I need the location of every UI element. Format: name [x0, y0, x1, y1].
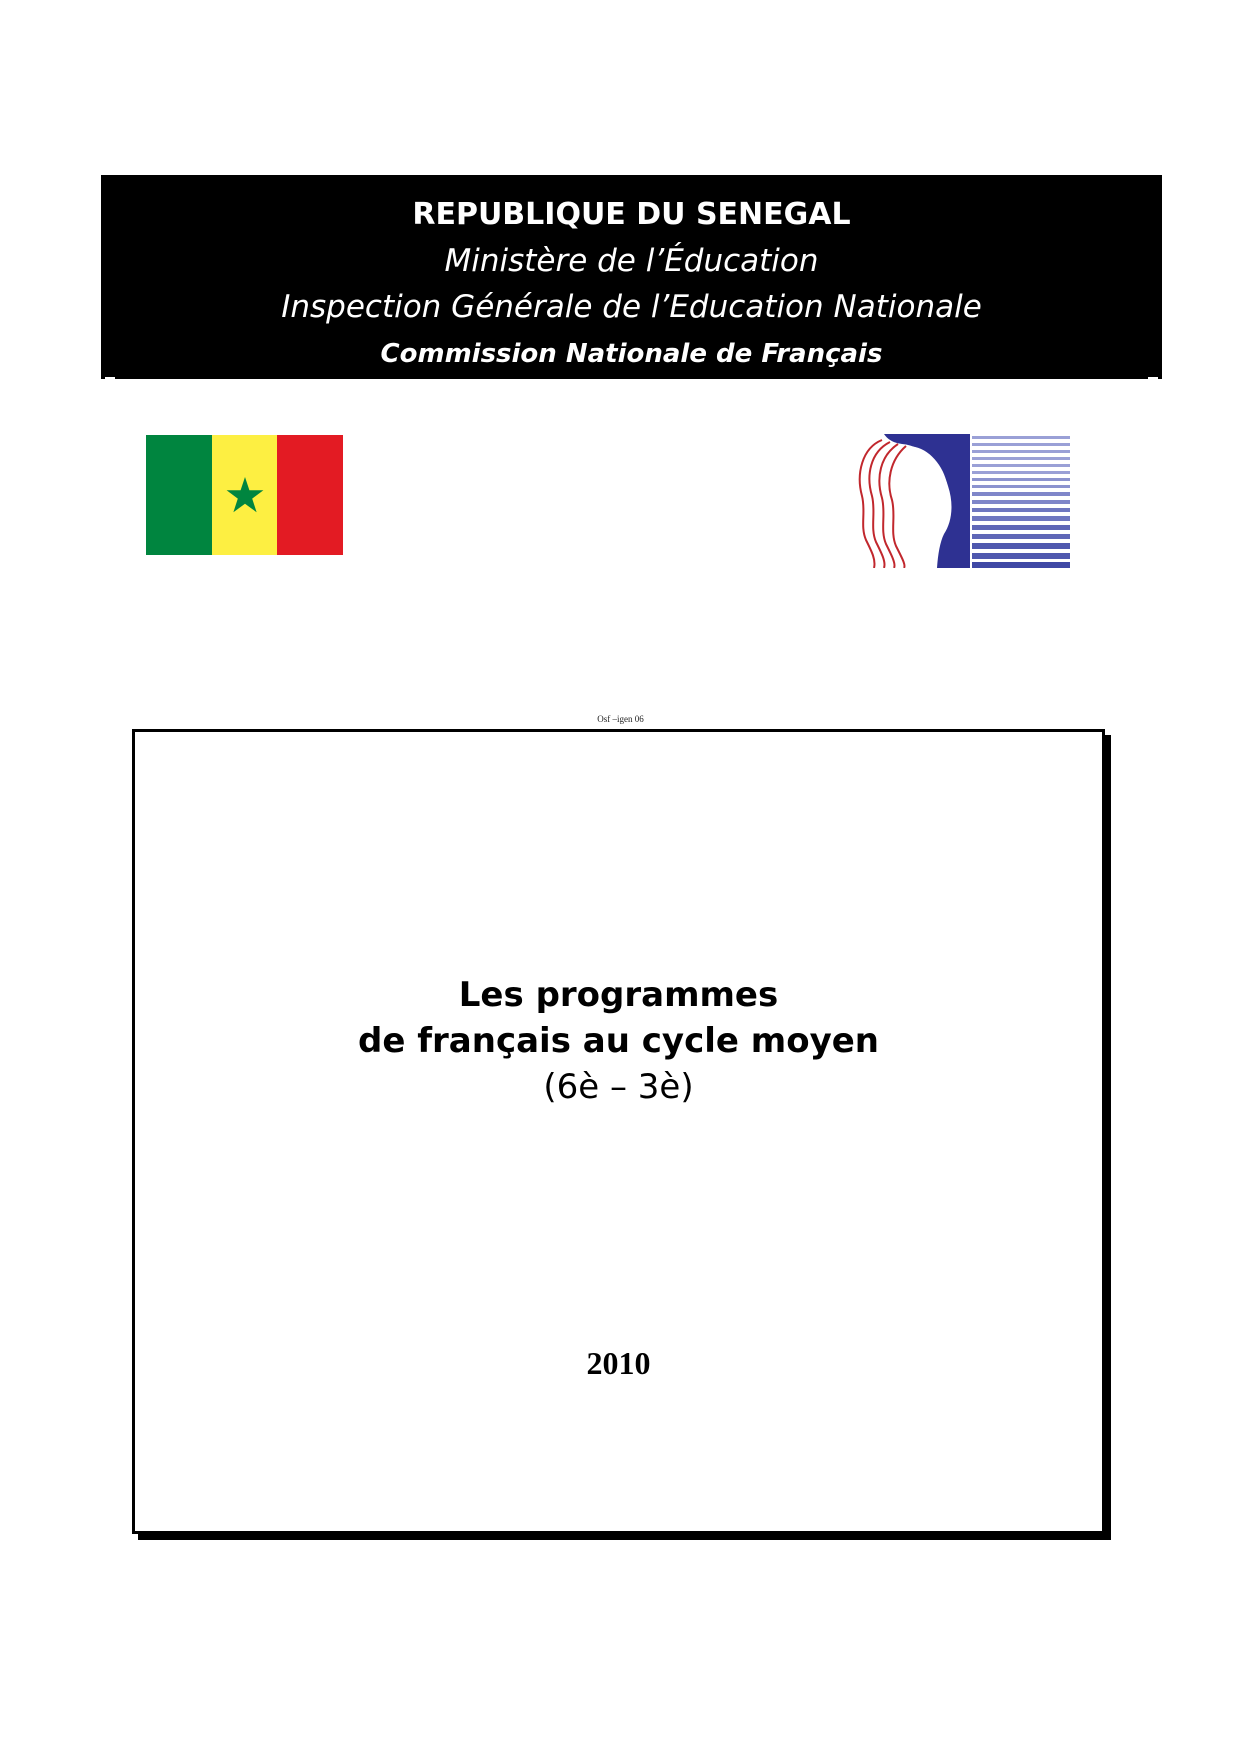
- logo-profile-lines: [860, 440, 906, 568]
- title-line-1: Les programmes: [458, 975, 779, 1015]
- title-line-2: de français au cycle moyen: [358, 1021, 879, 1061]
- title-frame: [132, 729, 1105, 1534]
- flag-band-green: [146, 435, 212, 555]
- banner-tick-left: [105, 377, 115, 379]
- country-heading: REPUBLIQUE DU SENEGAL: [412, 197, 851, 232]
- commission-heading: Commission Nationale de Français: [380, 339, 883, 369]
- senegal-flag: [146, 435, 343, 555]
- star-icon: [225, 475, 265, 515]
- ministry-heading: Ministère de l’Éducation: [444, 243, 819, 279]
- title-block: [135, 972, 1102, 1110]
- publication-year: 2010: [586, 1345, 651, 1381]
- header-banner: [101, 175, 1162, 379]
- title-grade-range: (6è – 3è): [543, 1067, 694, 1107]
- banner-tick-right: [1148, 377, 1158, 379]
- flag-band-yellow: [212, 435, 278, 555]
- flag-band-red: [277, 435, 343, 555]
- ministry-logo-icon: [852, 434, 1070, 568]
- reference-code: Osf –igen 06: [597, 714, 644, 724]
- inspection-heading: Inspection Générale de l’Education Nationale: [281, 289, 982, 325]
